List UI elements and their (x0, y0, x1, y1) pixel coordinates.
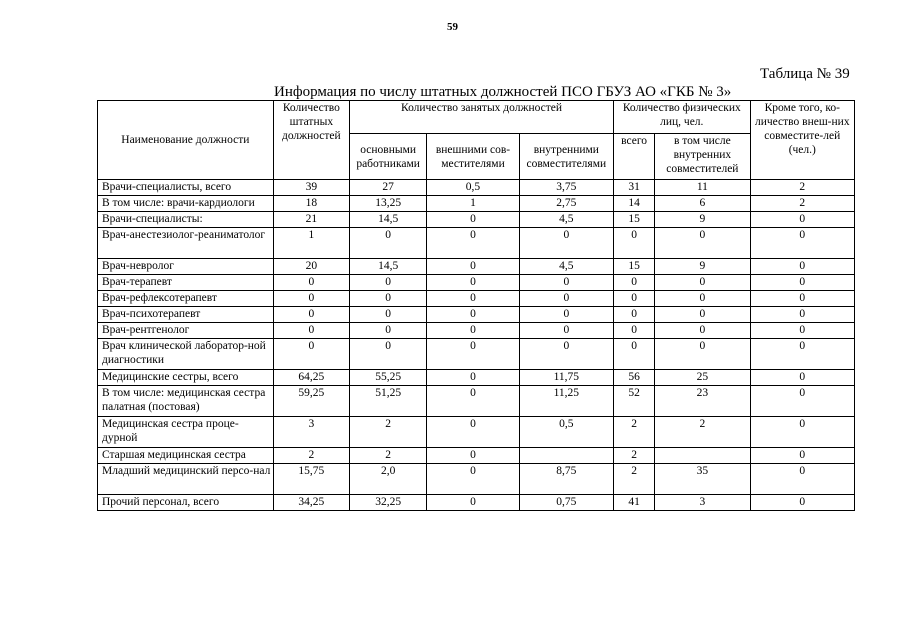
ext-persons-cell: 0 (750, 323, 854, 339)
main-cell: 14,5 (349, 259, 426, 275)
phys-internal-cell: 0 (655, 323, 750, 339)
position-name-cell: Врач-анестезиолог-реаниматолог (98, 228, 274, 259)
phys-internal-cell: 2 (655, 417, 750, 448)
position-name-cell: Медицинская сестра проце-дурной (98, 417, 274, 448)
internal-cell (519, 448, 613, 464)
staff-positions-table (97, 100, 855, 511)
staff-cell: 20 (273, 259, 349, 275)
ext-persons-cell: 0 (750, 259, 854, 275)
ext-persons-cell: 0 (750, 212, 854, 228)
header-physical-total: всего (614, 134, 655, 180)
phys-internal-cell: 35 (655, 464, 750, 495)
position-name-cell: Врачи-специалисты, всего (98, 180, 274, 196)
header-occupied-external: внешними сов-местителями (427, 134, 519, 180)
table-row (98, 370, 855, 386)
internal-cell: 0 (519, 323, 613, 339)
staff-cell: 0 (273, 291, 349, 307)
staff-cell: 0 (273, 307, 349, 323)
main-cell: 0 (349, 291, 426, 307)
table-row (98, 275, 855, 291)
ext-persons-cell: 0 (750, 386, 854, 417)
header-position-name: Наименование должности (98, 101, 274, 180)
main-cell: 0 (349, 323, 426, 339)
table-row (98, 307, 855, 323)
main-cell: 55,25 (349, 370, 426, 386)
page-number: 59 (447, 21, 458, 33)
main-cell: 0 (349, 228, 426, 259)
phys-internal-cell: 0 (655, 339, 750, 370)
main-cell: 0 (349, 339, 426, 370)
table-row (98, 291, 855, 307)
staff-cell: 39 (273, 180, 349, 196)
internal-cell: 8,75 (519, 464, 613, 495)
ext-persons-cell: 0 (750, 370, 854, 386)
staff-cell: 0 (273, 275, 349, 291)
internal-cell: 0,5 (519, 417, 613, 448)
staff-cell: 64,25 (273, 370, 349, 386)
external-cell: 0 (427, 386, 519, 417)
table-row (98, 417, 855, 448)
internal-cell: 4,5 (519, 212, 613, 228)
main-cell: 0 (349, 307, 426, 323)
staff-cell: 34,25 (273, 495, 349, 511)
phys-internal-cell: 9 (655, 212, 750, 228)
phys-internal-cell: 6 (655, 196, 750, 212)
external-cell: 0 (427, 228, 519, 259)
phys-total-cell: 0 (614, 339, 655, 370)
external-cell: 0 (427, 212, 519, 228)
position-name-cell: В том числе: медицинская сестра палатная (постовая) (98, 386, 274, 417)
ext-persons-cell: 2 (750, 180, 854, 196)
ext-persons-cell: 0 (750, 291, 854, 307)
phys-total-cell: 0 (614, 228, 655, 259)
phys-total-cell: 41 (614, 495, 655, 511)
main-cell: 51,25 (349, 386, 426, 417)
main-cell: 13,25 (349, 196, 426, 212)
position-name-cell: Прочий персонал, всего (98, 495, 274, 511)
internal-cell: 0 (519, 339, 613, 370)
staff-cell: 3 (273, 417, 349, 448)
staff-cell: 0 (273, 323, 349, 339)
internal-cell: 0 (519, 307, 613, 323)
table-row (98, 259, 855, 275)
phys-total-cell: 52 (614, 386, 655, 417)
position-name-cell: В том числе: врачи-кардиологи (98, 196, 274, 212)
header-occupied-internal: внутренними совместителями (519, 134, 613, 180)
phys-total-cell: 2 (614, 464, 655, 495)
position-name-cell: Врачи-специалисты: (98, 212, 274, 228)
main-cell: 2,0 (349, 464, 426, 495)
phys-total-cell: 0 (614, 323, 655, 339)
main-cell: 32,25 (349, 495, 426, 511)
phys-internal-cell: 9 (655, 259, 750, 275)
external-cell: 0 (427, 464, 519, 495)
table-row (98, 196, 855, 212)
table-row (98, 386, 855, 417)
phys-internal-cell: 23 (655, 386, 750, 417)
table-row (98, 464, 855, 495)
phys-total-cell: 2 (614, 448, 655, 464)
main-cell: 2 (349, 448, 426, 464)
staff-cell: 1 (273, 228, 349, 259)
position-name-cell: Врач-психотерапевт (98, 307, 274, 323)
phys-total-cell: 56 (614, 370, 655, 386)
internal-cell: 4,5 (519, 259, 613, 275)
table-row (98, 228, 855, 259)
phys-total-cell: 2 (614, 417, 655, 448)
main-cell: 0 (349, 275, 426, 291)
external-cell: 0 (427, 275, 519, 291)
table-row (98, 448, 855, 464)
internal-cell: 0 (519, 275, 613, 291)
ext-persons-cell: 0 (750, 464, 854, 495)
position-name-cell: Врач-терапевт (98, 275, 274, 291)
table-row (98, 495, 855, 511)
header-physical-internal: в том числе внутренних совместителей (655, 134, 750, 180)
position-name-cell: Врач-невролог (98, 259, 274, 275)
internal-cell: 0,75 (519, 495, 613, 511)
table-label: Таблица № 39 (760, 66, 850, 82)
staff-cell: 21 (273, 212, 349, 228)
header-staff-positions: Количество штатных должностей (273, 101, 349, 180)
phys-total-cell: 15 (614, 259, 655, 275)
ext-persons-cell: 0 (750, 275, 854, 291)
position-name-cell: Врач-рентгенолог (98, 323, 274, 339)
internal-cell: 0 (519, 291, 613, 307)
position-name-cell: Медицинские сестры, всего (98, 370, 274, 386)
header-physical-persons: Количество физических лиц, чел. (614, 101, 751, 134)
main-cell: 27 (349, 180, 426, 196)
staff-cell: 15,75 (273, 464, 349, 495)
position-name-cell: Старшая медицинская сестра (98, 448, 274, 464)
phys-total-cell: 15 (614, 212, 655, 228)
internal-cell: 11,25 (519, 386, 613, 417)
ext-persons-cell: 2 (750, 196, 854, 212)
internal-cell: 2,75 (519, 196, 613, 212)
staff-cell: 18 (273, 196, 349, 212)
external-cell: 0 (427, 448, 519, 464)
header-row-top (98, 101, 855, 134)
external-cell: 0 (427, 417, 519, 448)
phys-total-cell: 0 (614, 307, 655, 323)
table-row (98, 339, 855, 370)
phys-internal-cell: 0 (655, 307, 750, 323)
phys-internal-cell: 11 (655, 180, 750, 196)
phys-internal-cell: 0 (655, 275, 750, 291)
phys-total-cell: 14 (614, 196, 655, 212)
external-cell: 0 (427, 259, 519, 275)
staff-cell: 0 (273, 339, 349, 370)
header-occupied-positions: Количество занятых должностей (349, 101, 613, 134)
ext-persons-cell: 0 (750, 228, 854, 259)
position-name-cell: Врач-рефлексотерапевт (98, 291, 274, 307)
phys-internal-cell (655, 448, 750, 464)
header-external-combined: Кроме того, ко-личество внеш-них совместите-лей (чел.) (750, 101, 854, 180)
ext-persons-cell: 0 (750, 448, 854, 464)
external-cell: 0,5 (427, 180, 519, 196)
phys-total-cell: 0 (614, 275, 655, 291)
external-cell: 0 (427, 323, 519, 339)
ext-persons-cell: 0 (750, 339, 854, 370)
external-cell: 1 (427, 196, 519, 212)
table-title: Информация по числу штатных должностей ПСО ГБУЗ АО «ГКБ № 3» (274, 84, 732, 100)
external-cell: 0 (427, 339, 519, 370)
main-cell: 2 (349, 417, 426, 448)
internal-cell: 3,75 (519, 180, 613, 196)
ext-persons-cell: 0 (750, 417, 854, 448)
position-name-cell: Младший медицинский персо-нал (98, 464, 274, 495)
external-cell: 0 (427, 291, 519, 307)
phys-internal-cell: 0 (655, 291, 750, 307)
table-row (98, 212, 855, 228)
position-name-cell: Врач клинической лаборатор-ной диагностики (98, 339, 274, 370)
phys-internal-cell: 25 (655, 370, 750, 386)
header-occupied-main: основными работниками (349, 134, 426, 180)
internal-cell: 11,75 (519, 370, 613, 386)
ext-persons-cell: 0 (750, 307, 854, 323)
external-cell: 0 (427, 495, 519, 511)
ext-persons-cell: 0 (750, 495, 854, 511)
internal-cell: 0 (519, 228, 613, 259)
phys-internal-cell: 3 (655, 495, 750, 511)
main-cell: 14,5 (349, 212, 426, 228)
external-cell: 0 (427, 370, 519, 386)
table-row (98, 180, 855, 196)
phys-total-cell: 31 (614, 180, 655, 196)
table-row (98, 323, 855, 339)
phys-total-cell: 0 (614, 291, 655, 307)
external-cell: 0 (427, 307, 519, 323)
staff-cell: 2 (273, 448, 349, 464)
phys-internal-cell: 0 (655, 228, 750, 259)
staff-cell: 59,25 (273, 386, 349, 417)
